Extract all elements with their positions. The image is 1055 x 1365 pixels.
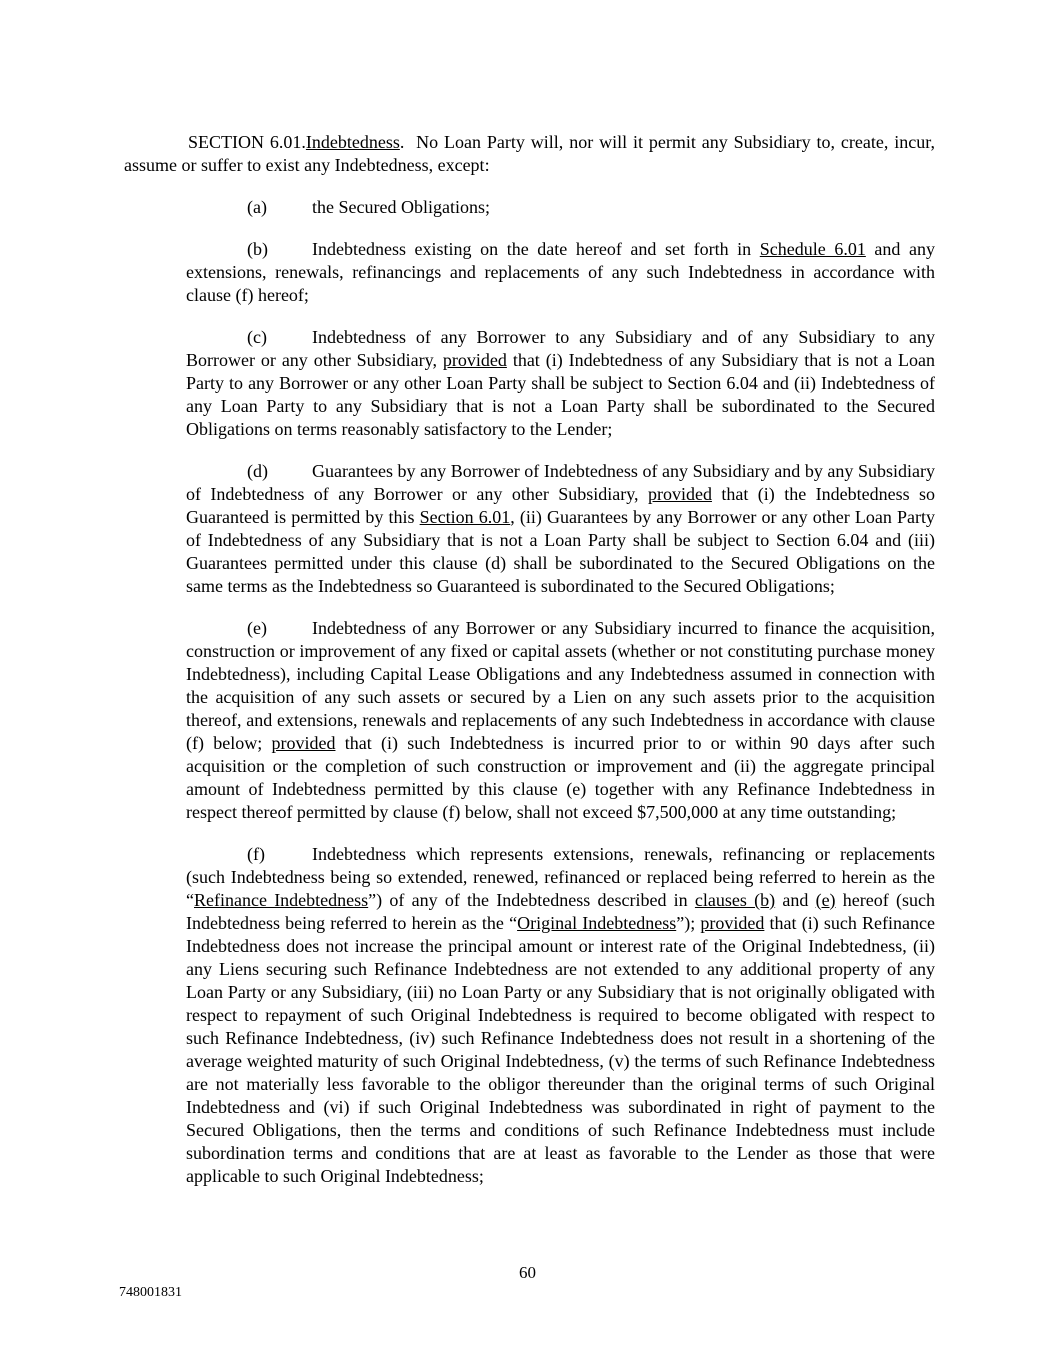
text-run: hereof (such Indebtedness being referred to herein as the “ [186,890,935,933]
text-run: Indebtedness of any Borrower to any Subsidiary and of any Subsidiary to any Borrower or any other Subsidiary, [186,327,935,370]
underlined-term: provided [647,484,712,504]
clause-letter: (a) [247,197,267,217]
text-run: that (i) the Indebtedness so Guaranteed is permitted by this [186,484,935,527]
underlined-term: provided [442,350,507,370]
clause-letter: (f) [247,844,265,864]
text-run: SECTION 6.01. [188,132,306,152]
document-control-number: 748001831 [119,1285,182,1300]
underlined-term: provided [700,913,765,933]
section-body [124,131,935,1207]
text-run: . No Loan Party will, nor will it permit any Subsidiary to, create, incur, assume or suffer to exist any Indebtedness, except: [124,132,936,175]
clause-b [186,238,935,307]
underlined-term: Schedule 6.01 [759,239,866,259]
text-run: Indebtedness which represents extensions, renewals, refinancing or replacements (such Indebtedness being so extended, renewed, refinanced or replaced being referred to herein as the “ [186,844,935,910]
text-run: Guarantees by any Borrower of Indebtedness of any Subsidiary and by any Subsidiary of Indebtedness of any Borrower or any other Subsidiary, [186,461,935,504]
clause-e [186,617,935,824]
underlined-term: (e) [815,890,836,910]
text-run: that (i) Indebtedness of any Subsidiary that is not a Loan Party to any Borrower or any other Loan Party shall be subject to Section 6.04 and (ii) Indebtedness of any Loan Party to any Subsidiary that is not a Loan Party shall be subordinated to the Secured Obligations on terms reasonably satisfactory to the Lender; [186,350,935,439]
text-run: ”); [676,913,701,933]
text-run: Indebtedness existing on the date hereof and set forth in [312,239,760,259]
text-run: the Secured Obligations; [312,197,490,217]
section-heading-paragraph [124,131,935,177]
clauses [124,196,935,1188]
clause-d [186,460,935,598]
text-run: that (i) such Indebtedness is incurred prior to or within 90 days after such acquisition or the completion of such construction or improvement and (ii) the aggregate principal amount of Indebtedness permitted by this clause (e) together with any Refinance Indebtedness in respect thereof permitted by clause (f) below, shall not exceed $7,500,000 at any time outstanding; [186,733,935,822]
underlined-term: Original Indebtedness [517,913,677,933]
underlined-term: Refinance Indebtedness [194,890,369,910]
underlined-term: provided [271,733,336,753]
clause-f [186,843,935,1188]
clause-letter: (e) [247,618,267,638]
clause-c [186,326,935,441]
text-run: ”) of any of the Indebtedness described in [368,890,695,910]
clause-a [186,196,935,219]
text-run: and any extensions, renewals, refinancings and replacements of any such Indebtedness in accordance with clause (f) hereof; [186,239,935,305]
clause-letter: (c) [247,327,267,347]
text-run: that (i) such Refinance Indebtedness does not increase the principal amount or interest rate of the Original Indebtedness, (ii) any Liens securing such Refinance Indebtedness are not extended to any additional property of any Loan Party or any Subsidiary, (iii) no Loan Party or any Subsidiary that is not originally obligated with respect to repayment of such Original Indebtedness is required to become obligated with respect to such Refinance Indebtedness, (iv) such Refinance Indebtedness does not result in a shortening of the average weighted maturity of such Original Indebtedness, (v) the terms of such Refinance Indebtedness are not materially less favorable to the obligor thereunder than the original terms of such Original Indebtedness and (vi) if such Original Indebtedness was subordinated in right of payment to the Secured Obligations, then the terms and conditions of such Refinance Indebtedness must include subordination terms and conditions that are at least as favorable to the Lender as those that were applicable to such Original Indebtedness; [186,913,936,1186]
text-run: , (ii) Guarantees by any Borrower or any other Loan Party of Indebtedness of any Subsidiary that is not a Loan Party shall be subject to Section 6.04 and (iii) Guarantees permitted under this clause (d) shall be subordinated to the Secured Obligations on the same terms as the Indebtedness so Guaranteed is subordinated to the Secured Obligations; [186,507,935,596]
page-number: 60 [519,1263,536,1282]
clause-letter: (d) [247,461,268,481]
text-run: and [775,890,816,910]
text-run: Indebtedness of any Borrower or any Subsidiary incurred to finance the acquisition, construction or improvement of any fixed or capital assets (whether or not constituting purchase money Indebtedness), including Capital Lease Obligations and any Indebtedness assumed in connection with the acquisition of any such assets or secured by a Lien on any such assets prior to the acquisition thereof, and extensions, renewals and replacements of any such Indebtedness in accordance with clause (f) below; [186,618,935,753]
underlined-term: Indebtedness [305,132,400,152]
underlined-term: clauses (b) [694,890,776,910]
underlined-term: Section 6.01 [419,507,511,527]
clause-letter: (b) [247,239,268,259]
